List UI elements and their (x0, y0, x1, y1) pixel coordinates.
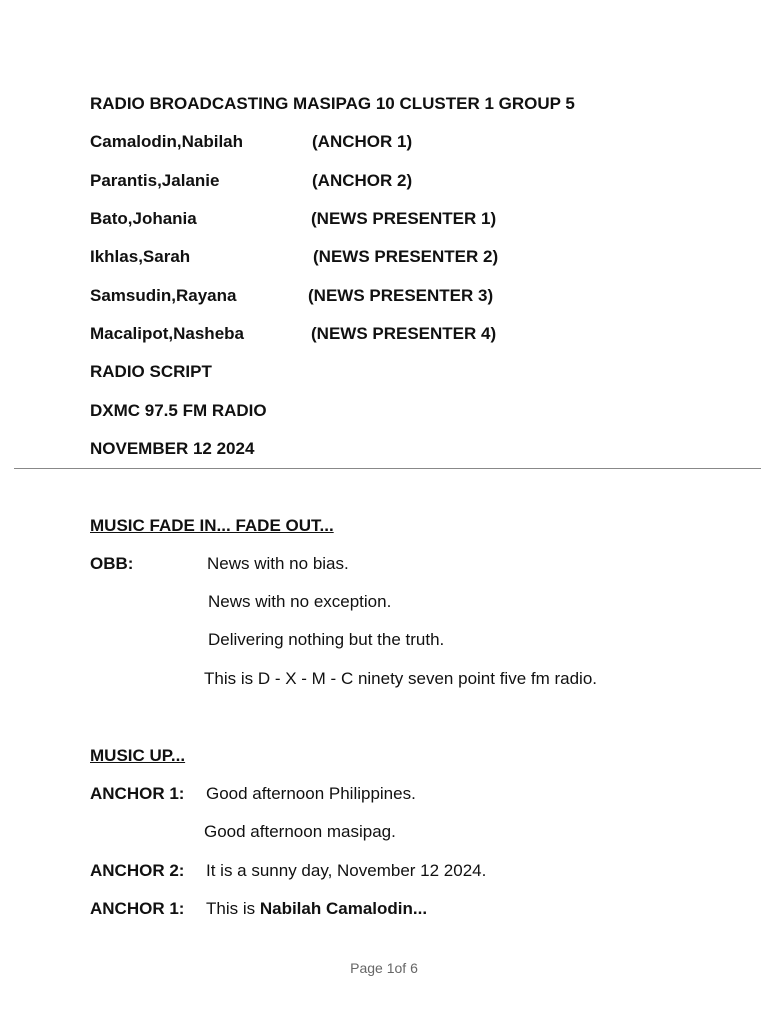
member-name: Bato,Johania (90, 209, 197, 228)
speaker-label: ANCHOR 1: (90, 784, 185, 803)
anchor-line: Good afternoon Philippines. (206, 784, 416, 803)
anchor-line: Good afternoon masipag. (204, 822, 396, 841)
member-name: Camalodin,Nabilah (90, 132, 244, 151)
music-cue: MUSIC FADE IN... FADE OUT... (90, 516, 334, 535)
speaker-label: ANCHOR 1: (90, 899, 185, 918)
member-role: (ANCHOR 1) (312, 132, 413, 151)
station-name: DXMC 97.5 FM RADIO (90, 401, 267, 420)
speaker-label: ANCHOR 2: (90, 861, 185, 880)
anchor-line-prefix: This is (206, 899, 260, 918)
member-role: (NEWS PRESENTER 4) (311, 324, 497, 343)
music-cue: MUSIC UP... (90, 746, 186, 765)
member-name: Samsudin,Rayana (90, 286, 237, 305)
member-role: (NEWS PRESENTER 3) (308, 286, 494, 305)
broadcast-date: NOVEMBER 12 2024 (90, 439, 255, 458)
obb-line: This is D - X - M - C ninety seven point five fm radio. (204, 669, 598, 688)
member-name: Parantis,Jalanie (90, 171, 220, 190)
anchor-name: Nabilah Camalodin... (259, 899, 428, 918)
obb-line: Delivering nothing but the truth. (208, 630, 445, 649)
anchor-line: It is a sunny day, November 12 2024. (206, 861, 487, 880)
member-name: Macalipot,Nasheba (90, 324, 244, 343)
member-role: (ANCHOR 2) (312, 171, 413, 190)
section-divider (14, 468, 761, 469)
obb-line: News with no exception. (208, 592, 392, 611)
obb-label: OBB: (90, 554, 134, 573)
member-name: Ikhlas,Sarah (90, 247, 191, 266)
page-number: Page 1of 6 (350, 960, 418, 976)
obb-line: News with no bias. (207, 554, 349, 573)
member-role: (NEWS PRESENTER 1) (311, 209, 497, 228)
doc-type: RADIO SCRIPT (90, 362, 212, 381)
document-title: RADIO BROADCASTING MASIPAG 10 CLUSTER 1 GROUP 5 (90, 94, 575, 113)
anchor-line (206, 899, 427, 919)
member-role: (NEWS PRESENTER 2) (313, 247, 499, 266)
